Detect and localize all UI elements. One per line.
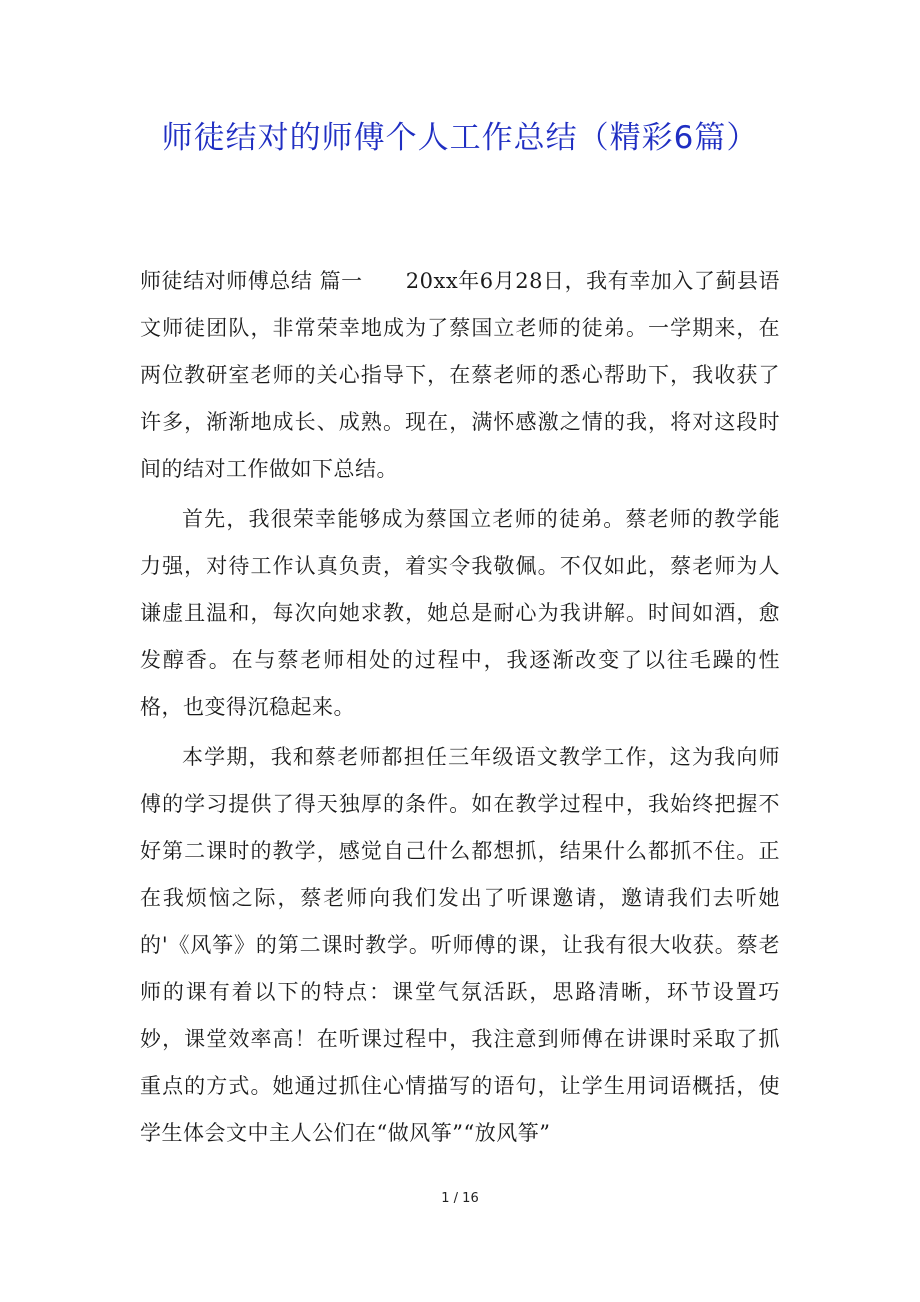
page-number: 1 / 16 [441,1191,479,1206]
paragraph-3: 本学期，我和蔡老师都担任三年级语文教学工作，这为我向师傅的学习提供了得天独厚的条件。如在教学过程中，我始终把握不好第二课时的教学，感觉自己什么都想抓，结果什么都抓不住。正在我烦恼之际，蔡老师向我们发出了听课邀请，邀请我们去听她的'《风筝》的第二课时教学。听师傅的课，让我有很大收获。蔡老师的课有着以下的特点：课堂气氛活跃，思路清晰，环节设置巧妙，课堂效率高！在听课过程中，我注意到师傅在讲课时采取了抓重点的方式。她通过抓住心情描写的语句，让学生用词语概括，使学生体会文中主人公们在“做风筝”“放风筝” [140,745,780,1145]
paragraph-1: 师徒结对师傅总结 篇一 20xx年6月28日，我有幸加入了蓟县语文师徒团队，非常荣幸地成为了蔡国立老师的徒弟。一学期来，在两位教研室老师的关心指导下，在蔡老师的悉心帮助下，我收获了许多，渐渐地成长、成熟。现在，满怀感激之情的我，将对这段时间的结对工作做如下总结。 [140,269,780,481]
document-body [140,258,780,1157]
document-title: 师徒结对的师傅个人工作总结（精彩6篇） [161,120,759,156]
paragraph-2: 首先，我很荣幸能够成为蔡国立老师的徒弟。蔡老师的教学能力强，对待工作认真负责，着实令我敬佩。不仅如此，蔡老师为人谦虚且温和，每次向她求教，她总是耐心为我讲解。时间如酒，愈发醇香。在与蔡老师相处的过程中，我逐渐改变了以往毛躁的性格，也变得沉稳起来。 [140,507,780,719]
